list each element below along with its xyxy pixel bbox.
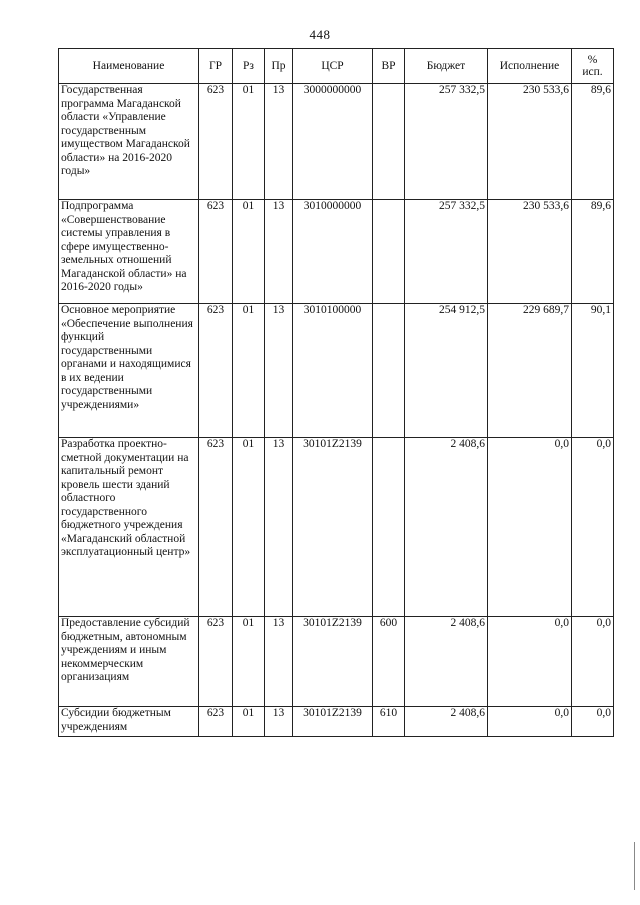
row-pr: 13 — [265, 200, 293, 304]
table-row — [59, 438, 614, 617]
row-rz: 01 — [233, 617, 265, 707]
header-name: Наименование — [59, 49, 199, 84]
table-row — [59, 200, 614, 304]
row-gr: 623 — [199, 84, 233, 200]
row-name: Субсидии бюджетным учреждениям — [59, 707, 199, 737]
row-rz: 01 — [233, 707, 265, 737]
row-csr: 3010100000 — [293, 304, 373, 438]
row-pr: 13 — [265, 438, 293, 617]
row-gr: 623 — [199, 438, 233, 617]
row-pr: 13 — [265, 84, 293, 200]
row-percent: 0,0 — [572, 438, 614, 617]
row-percent: 89,6 — [572, 84, 614, 200]
row-budget: 257 332,5 — [405, 84, 488, 200]
row-gr: 623 — [199, 707, 233, 737]
budget-table — [58, 48, 614, 737]
row-percent: 0,0 — [572, 707, 614, 737]
row-csr: 30101Z2139 — [293, 617, 373, 707]
table-row — [59, 304, 614, 438]
row-rz: 01 — [233, 200, 265, 304]
row-budget: 2 408,6 — [405, 438, 488, 617]
page-number: 448 — [309, 27, 331, 42]
row-gr: 623 — [199, 304, 233, 438]
row-execution: 0,0 — [488, 438, 572, 617]
table-row — [59, 84, 614, 200]
header-budget: Бюджет — [405, 49, 488, 84]
row-execution: 0,0 — [488, 707, 572, 737]
row-execution: 0,0 — [488, 617, 572, 707]
row-rz: 01 — [233, 438, 265, 617]
row-percent: 90,1 — [572, 304, 614, 438]
row-name: Государственная программа Магаданской области «Управление государственным имуществом Магаданской области» на 2016-2020 годы» — [59, 84, 199, 200]
row-pr: 13 — [265, 707, 293, 737]
table-row — [59, 707, 614, 737]
header-pr: Пр — [265, 49, 293, 84]
row-csr: 30101Z2139 — [293, 707, 373, 737]
row-csr: 3000000000 — [293, 84, 373, 200]
header-percent-symbol: % — [587, 54, 598, 66]
row-vr: 600 — [373, 617, 405, 707]
row-budget: 2 408,6 — [405, 617, 488, 707]
row-csr: 3010000000 — [293, 200, 373, 304]
row-pr: 13 — [265, 304, 293, 438]
header-rz: Рз — [233, 49, 265, 84]
row-rz: 01 — [233, 304, 265, 438]
header-vr: ВР — [373, 49, 405, 84]
row-budget: 2 408,6 — [405, 707, 488, 737]
row-vr — [373, 200, 405, 304]
header-execution: Исполнение — [488, 49, 572, 84]
row-percent: 89,6 — [572, 200, 614, 304]
row-name: Основное мероприятие «Обеспечение выполнения функций государственными органами и находящимися в их ведении государственными учреждениями» — [59, 304, 199, 438]
header-percent-label: исп. — [582, 66, 603, 78]
row-name: Разработка проектно-сметной документации на капитальный ремонт кровель шести зданий областного государственного бюджетного учреждения «Магаданский областной эксплуатационный центр» — [59, 438, 199, 617]
row-vr: 610 — [373, 707, 405, 737]
row-gr: 623 — [199, 200, 233, 304]
row-budget: 254 912,5 — [405, 304, 488, 438]
row-gr: 623 — [199, 617, 233, 707]
row-vr — [373, 304, 405, 438]
table-row — [59, 617, 614, 707]
row-csr: 30101Z2139 — [293, 438, 373, 617]
table-header-row — [59, 49, 614, 84]
row-execution: 229 689,7 — [488, 304, 572, 438]
header-gr: ГР — [199, 49, 233, 84]
row-vr — [373, 438, 405, 617]
row-percent: 0,0 — [572, 617, 614, 707]
header-csr: ЦСР — [293, 49, 373, 84]
row-name: Подпрограмма «Совершенствование системы управления в сфере имущественно-земельных отношений Магаданской области» на 2016-2020 годы» — [59, 200, 199, 304]
row-execution: 230 533,6 — [488, 84, 572, 200]
row-vr — [373, 84, 405, 200]
row-name: Предоставление субсидий бюджетным, автономным учреждениям и иным некоммерческим организациям — [59, 617, 199, 707]
header-percent — [572, 49, 614, 84]
row-pr: 13 — [265, 617, 293, 707]
row-execution: 230 533,6 — [488, 200, 572, 304]
row-budget: 257 332,5 — [405, 200, 488, 304]
scan-edge-mark — [634, 842, 635, 890]
row-rz: 01 — [233, 84, 265, 200]
